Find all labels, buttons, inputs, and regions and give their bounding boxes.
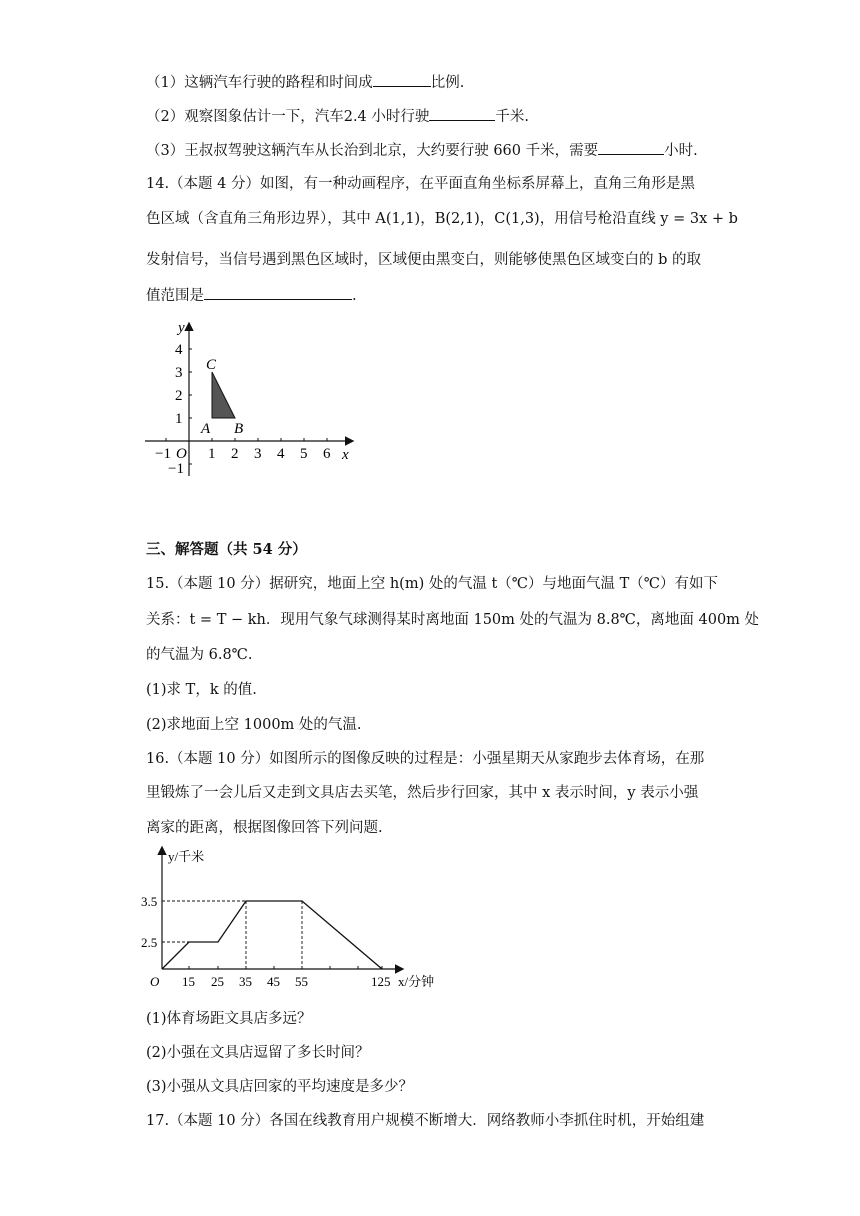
q14-line4-text: 值范围是 [146, 288, 204, 304]
x-tick-3: 3 [254, 446, 262, 462]
y-tick-2-5: 2.5 [141, 935, 158, 950]
y-tick-3-5: 3.5 [141, 894, 158, 909]
q16-sub1: (1)体育场距文具店多远？ [146, 1011, 312, 1027]
x-tick-1: 1 [208, 446, 216, 462]
q16-distance-time-graph [140, 842, 450, 990]
q13-part2-text: （2）观察图象估计一下，汽车2.4 小时行驶 [146, 109, 430, 125]
q16-sub3: (3)小强从文具店回家的平均速度是多少？ [146, 1079, 414, 1095]
y-tick-2: 2 [175, 388, 183, 404]
y-axis-label: y [178, 320, 185, 336]
origin-label: O [176, 446, 187, 462]
y-tick-1: 1 [175, 411, 183, 427]
x-axis-label: x [342, 447, 349, 463]
black-triangle-region [212, 372, 235, 418]
x-axis-label: x/分钟 [398, 974, 435, 989]
q13-part3-tail: 小时. [664, 143, 698, 159]
x-tick-125: 125 [371, 974, 391, 989]
q15-line1: 15.（本题 10 分）据研究，地面上空 h(m) 处的气温 t（℃）与地面气温 T（℃）有如下 [146, 576, 719, 592]
x-tick-15: 15 [182, 974, 195, 989]
point-label-c: C [206, 357, 217, 373]
x-tick-25: 25 [211, 974, 224, 989]
distance-time-line [162, 901, 382, 969]
q13-part1 [146, 72, 464, 93]
x-tick-55: 55 [295, 974, 308, 989]
q15-sub1: (1)求 T，k 的值. [146, 682, 257, 698]
y-tick-4: 4 [175, 342, 183, 358]
q16-line1: 16.（本题 10 分）如图所示的图像反映的过程是：小强星期天从家跑步去体育场，在那 [146, 751, 705, 767]
q16-line2: 里锻炼了一会儿后又走到文具店去买笔，然后步行回家，其中 x 表示时间，y 表示小强 [146, 785, 699, 801]
point-label-b: B [234, 421, 244, 437]
x-tick-5: 5 [300, 446, 308, 462]
y-tick-neg1: −1 [168, 461, 184, 477]
x-tick-45: 45 [267, 974, 280, 989]
section-title: 三、解答题（共 54 分） [146, 541, 307, 558]
x-tick-neg1: −1 [155, 446, 171, 462]
q15-line2: 关系：t = T − kh．现用气象气球测得某时离地面 150m 处的气温为 8.8℃，离地面 400m 处 [146, 612, 760, 628]
q15-line3: 的气温为 6.8℃. [146, 647, 253, 663]
x-tick-4: 4 [277, 446, 285, 462]
q17-line1: 17.（本题 10 分）各国在线教育用户规模不断增大．网络教师小李抓住时机，开始组建 [146, 1113, 705, 1129]
q16-sub2: (2)小强在文具店逗留了多长时间？ [146, 1045, 370, 1061]
q13-part2 [146, 106, 529, 127]
point-label-a: A [201, 421, 211, 437]
x-tick-6: 6 [323, 446, 331, 462]
q13-part1-text: （1）这辆汽车行驶的路程和时间成 [146, 75, 373, 91]
q13-part1-tail: 比例. [430, 75, 465, 91]
q14-line1: 14.（本题 4 分）如图，有一种动画程序，在平面直角坐标系屏幕上，直角三角形是黑 [146, 176, 696, 192]
q13-part3-text: （3）王叔叔驾驶这辆汽车从长治到北京，大约要行驶 660 千米，需要 [146, 143, 599, 159]
q14-coordinate-graph [140, 316, 370, 496]
q15-sub2: (2)求地面上空 1000m 处的气温. [146, 717, 362, 733]
answer-blank[interactable] [598, 140, 664, 155]
answer-blank[interactable] [373, 72, 431, 87]
x-tick-35: 35 [239, 974, 252, 989]
q14-line4 [146, 285, 357, 306]
q13-part2-tail: 千米. [495, 109, 530, 125]
answer-blank[interactable] [429, 106, 495, 121]
q13-part3 [146, 140, 698, 161]
origin-label: O [150, 974, 160, 989]
q16-line3: 离家的距离，根据图像回答下列问题. [146, 820, 383, 836]
y-tick-3: 3 [175, 365, 183, 381]
q14-line2: 色区域（含直角三角形边界），其中 A(1,1)，B(2,1)，C(1,3)，用信号枪沿直线 y = 3x + b [146, 211, 738, 227]
y-axis-label: y/千米 [168, 849, 205, 864]
q14-line3: 发射信号，当信号遇到黑色区域时，区域便由黑变白，则能够使黑色区域变白的 b 的取 [146, 252, 701, 268]
x-tick-2: 2 [231, 446, 239, 462]
q14-line4-tail: . [352, 288, 357, 304]
answer-blank[interactable] [204, 285, 352, 300]
